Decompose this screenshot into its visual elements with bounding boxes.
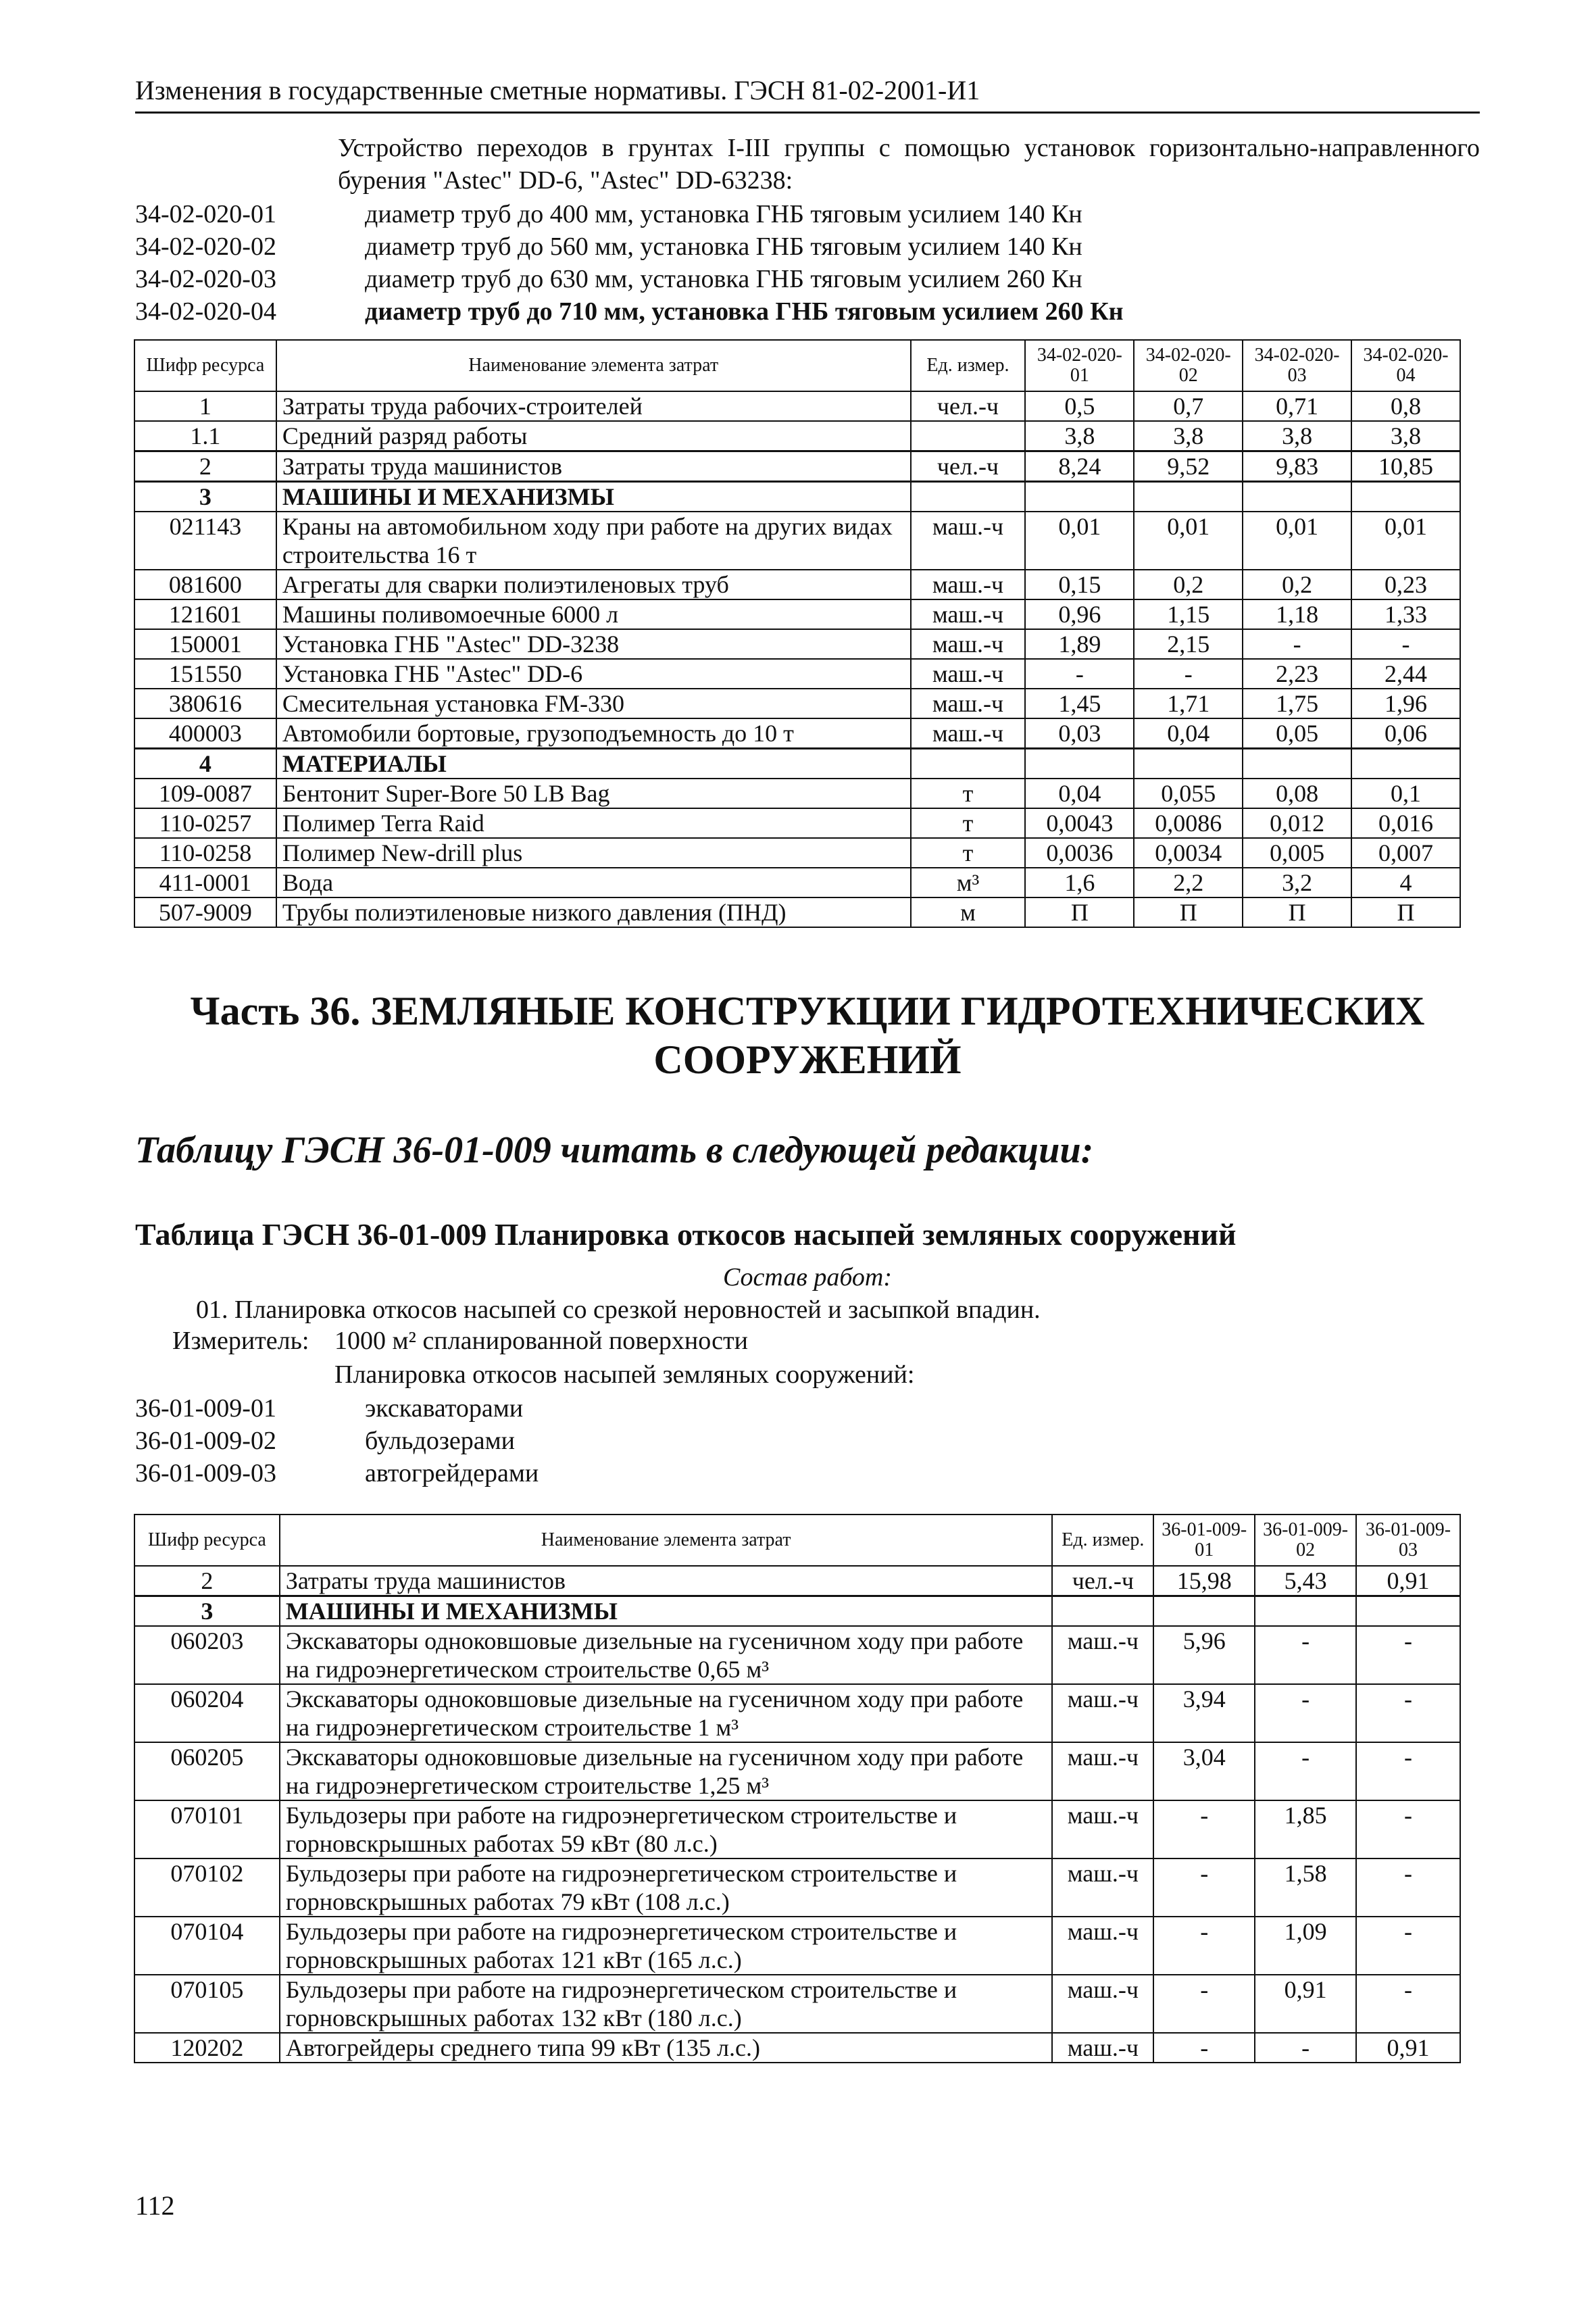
norm-text: автогрейдерами — [365, 1459, 539, 1487]
table-row — [134, 451, 1460, 482]
measure-label: Измеритель: — [172, 1327, 309, 1355]
unit-cell: маш.-ч — [911, 512, 1026, 570]
resource-code-cell: 411-0001 — [134, 868, 276, 897]
value-cell: 0,15 — [1025, 570, 1134, 599]
value-cell — [1025, 749, 1134, 779]
resource-code-cell: 021143 — [134, 512, 276, 570]
resource-name-cell: Установка ГНБ "Astec" DD-6 — [276, 659, 911, 689]
value-cell: 1,09 — [1255, 1917, 1356, 1975]
value-cell: 0,23 — [1351, 570, 1460, 599]
value-cell: 0,96 — [1025, 599, 1134, 629]
value-cell — [1134, 749, 1243, 779]
unit-cell: маш.-ч — [911, 570, 1026, 599]
value-cell: 3,8 — [1134, 421, 1243, 451]
resource-name-cell: Полимер New-drill plus — [276, 838, 911, 868]
resource-name-cell: Затраты труда машинистов — [276, 451, 911, 482]
value-cell: 0,91 — [1356, 2033, 1460, 2063]
value-cell: - — [1153, 1858, 1255, 1917]
value-cell: 0,91 — [1356, 1566, 1460, 1596]
norm-code: 34-02-020-03 — [135, 265, 276, 293]
table-row — [134, 718, 1460, 749]
table-row — [134, 2033, 1460, 2063]
value-cell — [1153, 1596, 1255, 1627]
norm-item — [135, 1457, 1480, 1490]
value-cell: 0,03 — [1025, 718, 1134, 749]
value-cell: - — [1356, 1684, 1460, 1742]
value-cell: 0,01 — [1134, 512, 1243, 570]
resource-code-cell: 1 — [134, 391, 276, 421]
column-header: Ед. измер. — [911, 340, 1026, 391]
norm-code: 36-01-009-02 — [135, 1427, 276, 1455]
unit-cell: чел.-ч — [911, 391, 1026, 421]
norm-text: экскаваторами — [365, 1394, 524, 1423]
unit-cell: маш.-ч — [1052, 1800, 1153, 1858]
unit-cell: маш.-ч — [911, 629, 1026, 659]
unit-cell: маш.-ч — [911, 599, 1026, 629]
unit-cell: маш.-ч — [1052, 1684, 1153, 1742]
value-cell: 3,8 — [1351, 421, 1460, 451]
resource-name-cell: Бентонит Super-Bore 50 LB Bag — [276, 779, 911, 808]
value-cell: 1,71 — [1134, 689, 1243, 718]
value-cell: - — [1356, 1975, 1460, 2033]
resource-name-cell: Полимер Terra Raid — [276, 808, 911, 838]
norm-item — [135, 263, 1480, 295]
value-cell: - — [1356, 1858, 1460, 1917]
table-row — [134, 1858, 1460, 1917]
value-cell: - — [1255, 1742, 1356, 1800]
norm-text: диаметр труб до 710 мм, установка ГНБ тяговым усилием 260 Кн — [365, 297, 1124, 326]
value-cell: 0,007 — [1351, 838, 1460, 868]
column-header: 34-02-020-02 — [1134, 340, 1243, 391]
resource-name-cell: Средний разряд работы — [276, 421, 911, 451]
resource-code-cell: 380616 — [134, 689, 276, 718]
norm-item — [135, 1425, 1480, 1457]
resource-name-cell: МАШИНЫ И МЕХАНИЗМЫ — [276, 482, 911, 512]
value-cell: - — [1356, 1800, 1460, 1858]
value-cell: 0,04 — [1025, 779, 1134, 808]
unit-cell: т — [911, 838, 1026, 868]
value-cell: 0,04 — [1134, 718, 1243, 749]
resource-code-cell: 081600 — [134, 570, 276, 599]
value-cell: 2,15 — [1134, 629, 1243, 659]
resource-code-cell: 060204 — [134, 1684, 280, 1742]
resource-code-cell: 151550 — [134, 659, 276, 689]
resource-name-cell: Машины поливомоечные 6000 л — [276, 599, 911, 629]
value-cell: 4 — [1351, 868, 1460, 897]
resource-name-cell: Краны на автомобильном ходу при работе на других видах строительства 16 т — [276, 512, 911, 570]
table-row — [134, 808, 1460, 838]
resource-code-cell: 121601 — [134, 599, 276, 629]
value-cell: 1,85 — [1255, 1800, 1356, 1858]
value-cell — [1243, 482, 1351, 512]
value-cell: - — [1134, 659, 1243, 689]
measure-unit — [172, 1326, 748, 1356]
value-cell: 0,0034 — [1134, 838, 1243, 868]
table-row — [134, 512, 1460, 570]
value-cell: - — [1356, 1917, 1460, 1975]
unit-cell — [911, 482, 1026, 512]
table-row — [134, 1626, 1460, 1684]
value-cell: П — [1134, 897, 1243, 927]
value-cell: 0,2 — [1243, 570, 1351, 599]
value-cell: - — [1356, 1626, 1460, 1684]
resource-code-cell: 3 — [134, 1596, 280, 1627]
norm-item — [135, 198, 1480, 230]
value-cell — [1025, 482, 1134, 512]
table-row — [134, 779, 1460, 808]
section-intro: Устройство переходов в грунтах I-III группы с помощью установок горизонтально-направленного бурения "Astec" DD-6, "Astec" DD-63238: — [338, 134, 1480, 195]
column-header: Наименование элемента затрат — [276, 340, 911, 391]
value-cell: 0,012 — [1243, 808, 1351, 838]
column-header: 34-02-020-01 — [1025, 340, 1134, 391]
table-row — [134, 629, 1460, 659]
table-header-row — [134, 340, 1460, 391]
column-header: 34-02-020-04 — [1351, 340, 1460, 391]
resource-code-cell: 070104 — [134, 1917, 280, 1975]
table-row — [134, 1566, 1460, 1596]
value-cell: 0,01 — [1243, 512, 1351, 570]
resource-code-cell: 070105 — [134, 1975, 280, 2033]
value-cell: 0,7 — [1134, 391, 1243, 421]
resource-name-cell: Бульдозеры при работе на гидроэнергетическом строительстве и горновскрышных работах 132 кВт (180 л.с.) — [280, 1975, 1053, 2033]
value-cell: 1,15 — [1134, 599, 1243, 629]
norm-text: диаметр труб до 400 мм, установка ГНБ тяговым усилием 140 Кн — [365, 200, 1082, 228]
value-cell: 0,91 — [1255, 1975, 1356, 2033]
table-row — [134, 1684, 1460, 1742]
norm-code-list-36 — [135, 1392, 1480, 1490]
value-cell: 0,06 — [1351, 718, 1460, 749]
norm-item — [135, 230, 1480, 263]
resource-code-cell: 110-0258 — [134, 838, 276, 868]
value-cell: - — [1255, 1626, 1356, 1684]
resource-name-cell: Автогрейдеры среднего типа 99 кВт (135 л.с.) — [280, 2033, 1053, 2063]
work-composition-heading: Состав работ: — [722, 1263, 893, 1291]
value-cell: 0,1 — [1351, 779, 1460, 808]
value-cell — [1356, 1596, 1460, 1627]
value-cell: - — [1153, 1800, 1255, 1858]
unit-cell: маш.-ч — [911, 659, 1026, 689]
table-row — [134, 868, 1460, 897]
value-cell: 9,83 — [1243, 451, 1351, 482]
norm-code-list — [135, 198, 1480, 328]
resource-code-cell: 2 — [134, 1566, 280, 1596]
resource-code-cell: 1.1 — [134, 421, 276, 451]
value-cell — [1351, 749, 1460, 779]
unit-cell: м — [911, 897, 1026, 927]
resource-code-cell: 109-0087 — [134, 779, 276, 808]
unit-cell — [911, 749, 1026, 779]
value-cell — [1255, 1596, 1356, 1627]
value-cell: 1,75 — [1243, 689, 1351, 718]
column-header: Шифр ресурса — [134, 340, 276, 391]
unit-cell — [911, 421, 1026, 451]
resource-name-cell: Агрегаты для сварки полиэтиленовых труб — [276, 570, 911, 599]
value-cell: 1,89 — [1025, 629, 1134, 659]
table-row — [134, 838, 1460, 868]
unit-cell: т — [911, 779, 1026, 808]
column-header: 36-01-009-02 — [1255, 1515, 1356, 1566]
value-cell: 3,8 — [1243, 421, 1351, 451]
part-title-line: Часть 36. ЗЕМЛЯНЫЕ КОНСТРУКЦИИ ГИДРОТЕХНИЧЕСКИХ — [190, 989, 1425, 1033]
table-title: Таблица ГЭСН 36-01-009 Планировка откосов насыпей земляных сооружений — [135, 1217, 1237, 1252]
resource-name-cell: Затраты труда рабочих-строителей — [276, 391, 911, 421]
norm-group-heading: Планировка откосов насыпей земляных сооружений: — [334, 1360, 915, 1389]
value-cell: 0,8 — [1351, 391, 1460, 421]
value-cell: 1,45 — [1025, 689, 1134, 718]
value-cell: 9,52 — [1134, 451, 1243, 482]
value-cell: 1,96 — [1351, 689, 1460, 718]
value-cell: 0,0043 — [1025, 808, 1134, 838]
resource-name-cell: МАШИНЫ И МЕХАНИЗМЫ — [280, 1596, 1053, 1627]
column-header: Шифр ресурса — [134, 1515, 280, 1566]
norm-code: 34-02-020-01 — [135, 200, 276, 228]
value-cell: 3,8 — [1025, 421, 1134, 451]
norm-code: 36-01-009-01 — [135, 1394, 276, 1423]
table-row — [134, 1800, 1460, 1858]
value-cell: - — [1153, 1917, 1255, 1975]
value-cell: 5,96 — [1153, 1626, 1255, 1684]
column-header: 34-02-020-03 — [1243, 340, 1351, 391]
norm-code: 34-02-020-04 — [135, 297, 276, 326]
column-header: Наименование элемента затрат — [280, 1515, 1053, 1566]
value-cell: 0,055 — [1134, 779, 1243, 808]
unit-cell: маш.-ч — [1052, 1917, 1153, 1975]
resource-code-cell: 070101 — [134, 1800, 280, 1858]
table-row — [134, 1975, 1460, 2033]
value-cell: 0,0086 — [1134, 808, 1243, 838]
resource-name-cell: Экскаваторы одноковшовые дизельные на гусеничном ходу при работе на гидроэнергетическом строительстве 1 м³ — [280, 1684, 1053, 1742]
unit-cell: маш.-ч — [1052, 1626, 1153, 1684]
resource-code-cell: 150001 — [134, 629, 276, 659]
resource-name-cell: Экскаваторы одноковшовые дизельные на гусеничном ходу при работе на гидроэнергетическом строительстве 1,25 м³ — [280, 1742, 1053, 1800]
resource-name-cell: Бульдозеры при работе на гидроэнергетическом строительстве и горновскрышных работах 79 кВт (108 л.с.) — [280, 1858, 1053, 1917]
value-cell: - — [1025, 659, 1134, 689]
column-header: Ед. измер. — [1052, 1515, 1153, 1566]
value-cell: 0,5 — [1025, 391, 1134, 421]
value-cell: 8,24 — [1025, 451, 1134, 482]
unit-cell: маш.-ч — [1052, 1975, 1153, 2033]
running-header: Изменения в государственные сметные нормативы. ГЭСН 81-02-2001-И1 — [135, 74, 1480, 114]
table-row — [134, 659, 1460, 689]
resource-name-cell: Автомобили бортовые, грузоподъемность до 10 т — [276, 718, 911, 749]
value-cell — [1243, 749, 1351, 779]
value-cell: - — [1255, 1684, 1356, 1742]
norm-code: 36-01-009-03 — [135, 1459, 276, 1487]
norm-text: диаметр труб до 560 мм, установка ГНБ тяговым усилием 140 Кн — [365, 232, 1082, 261]
resource-table-34 — [134, 339, 1461, 928]
resource-code-cell: 110-0257 — [134, 808, 276, 838]
value-cell: 2,44 — [1351, 659, 1460, 689]
value-cell: 0,01 — [1351, 512, 1460, 570]
unit-cell: маш.-ч — [1052, 1858, 1153, 1917]
table-row — [134, 1596, 1460, 1627]
value-cell: П — [1351, 897, 1460, 927]
resource-code-cell: 2 — [134, 451, 276, 482]
value-cell: 1,58 — [1255, 1858, 1356, 1917]
value-cell: 0,71 — [1243, 391, 1351, 421]
resource-code-cell: 070102 — [134, 1858, 280, 1917]
work-composition-item: 01. Планировка откосов насыпей со срезкой неровностей и засыпкой впадин. — [196, 1296, 1041, 1324]
value-cell: 0,005 — [1243, 838, 1351, 868]
resource-name-cell: Экскаваторы одноковшовые дизельные на гусеничном ходу при работе на гидроэнергетическом строительстве 0,65 м³ — [280, 1626, 1053, 1684]
value-cell: 1,6 — [1025, 868, 1134, 897]
unit-cell: чел.-ч — [1052, 1566, 1153, 1596]
value-cell — [1134, 482, 1243, 512]
value-cell — [1351, 482, 1460, 512]
value-cell: 0,0036 — [1025, 838, 1134, 868]
value-cell: 0,08 — [1243, 779, 1351, 808]
value-cell: 0,016 — [1351, 808, 1460, 838]
unit-cell: маш.-ч — [911, 689, 1026, 718]
resource-code-cell: 507-9009 — [134, 897, 276, 927]
unit-cell: маш.-ч — [1052, 1742, 1153, 1800]
part-title-line: СООРУЖЕНИЙ — [653, 1037, 962, 1082]
table-row — [134, 1917, 1460, 1975]
resource-name-cell: Бульдозеры при работе на гидроэнергетическом строительстве и горновскрышных работах 59 кВт (80 л.с.) — [280, 1800, 1053, 1858]
resource-code-cell: 4 — [134, 749, 276, 779]
table-header-row — [134, 1515, 1460, 1566]
part-title — [135, 987, 1480, 1084]
norm-item — [135, 295, 1480, 328]
value-cell: П — [1025, 897, 1134, 927]
value-cell: 0,2 — [1134, 570, 1243, 599]
value-cell: - — [1351, 629, 1460, 659]
value-cell: - — [1255, 2033, 1356, 2063]
value-cell: 3,2 — [1243, 868, 1351, 897]
value-cell: 3,94 — [1153, 1684, 1255, 1742]
norm-text: бульдозерами — [365, 1427, 515, 1455]
norm-text: диаметр труб до 630 мм, установка ГНБ тяговым усилием 260 Кн — [365, 265, 1082, 293]
resource-name-cell: Установка ГНБ "Astec" DD-3238 — [276, 629, 911, 659]
resource-name-cell: Бульдозеры при работе на гидроэнергетическом строительстве и горновскрышных работах 121 кВт (165 л.с.) — [280, 1917, 1053, 1975]
value-cell: 2,2 — [1134, 868, 1243, 897]
value-cell: - — [1153, 2033, 1255, 2063]
value-cell: 3,04 — [1153, 1742, 1255, 1800]
value-cell: 0,01 — [1025, 512, 1134, 570]
column-header: 36-01-009-01 — [1153, 1515, 1255, 1566]
value-cell: 5,43 — [1255, 1566, 1356, 1596]
value-cell: 15,98 — [1153, 1566, 1255, 1596]
value-cell: - — [1243, 629, 1351, 659]
column-header: 36-01-009-03 — [1356, 1515, 1460, 1566]
unit-cell — [1052, 1596, 1153, 1627]
resource-name-cell: Смесительная установка FM-330 — [276, 689, 911, 718]
resource-name-cell: Трубы полиэтиленовые низкого давления (ПНД) — [276, 897, 911, 927]
resource-table-36 — [134, 1514, 1461, 2063]
measure-value: 1000 м² спланированной поверхности — [334, 1327, 748, 1355]
resource-name-cell: МАТЕРИАЛЫ — [276, 749, 911, 779]
table-row — [134, 599, 1460, 629]
table-row — [134, 391, 1460, 421]
table-row — [134, 749, 1460, 779]
table-row — [134, 570, 1460, 599]
unit-cell: т — [911, 808, 1026, 838]
unit-cell: маш.-ч — [911, 718, 1026, 749]
value-cell: - — [1356, 1742, 1460, 1800]
value-cell: П — [1243, 897, 1351, 927]
value-cell: - — [1153, 1975, 1255, 2033]
page-number: 112 — [135, 2190, 175, 2221]
value-cell: 1,18 — [1243, 599, 1351, 629]
unit-cell: м³ — [911, 868, 1026, 897]
resource-code-cell: 120202 — [134, 2033, 280, 2063]
resource-code-cell: 060205 — [134, 1742, 280, 1800]
norm-code: 34-02-020-02 — [135, 232, 276, 261]
edition-note: Таблицу ГЭСН 36-01-009 читать в следующей редакции: — [135, 1129, 1094, 1171]
value-cell: 0,05 — [1243, 718, 1351, 749]
resource-code-cell: 3 — [134, 482, 276, 512]
unit-cell: чел.-ч — [911, 451, 1026, 482]
table-row — [134, 482, 1460, 512]
norm-item — [135, 1392, 1480, 1425]
resource-code-cell: 060203 — [134, 1626, 280, 1684]
value-cell: 10,85 — [1351, 451, 1460, 482]
value-cell: 2,23 — [1243, 659, 1351, 689]
value-cell: 1,33 — [1351, 599, 1460, 629]
resource-name-cell: Вода — [276, 868, 911, 897]
unit-cell: маш.-ч — [1052, 2033, 1153, 2063]
resource-code-cell: 400003 — [134, 718, 276, 749]
table-row — [134, 897, 1460, 927]
table-row — [134, 421, 1460, 451]
resource-name-cell: Затраты труда машинистов — [280, 1566, 1053, 1596]
table-row — [134, 689, 1460, 718]
table-row — [134, 1742, 1460, 1800]
